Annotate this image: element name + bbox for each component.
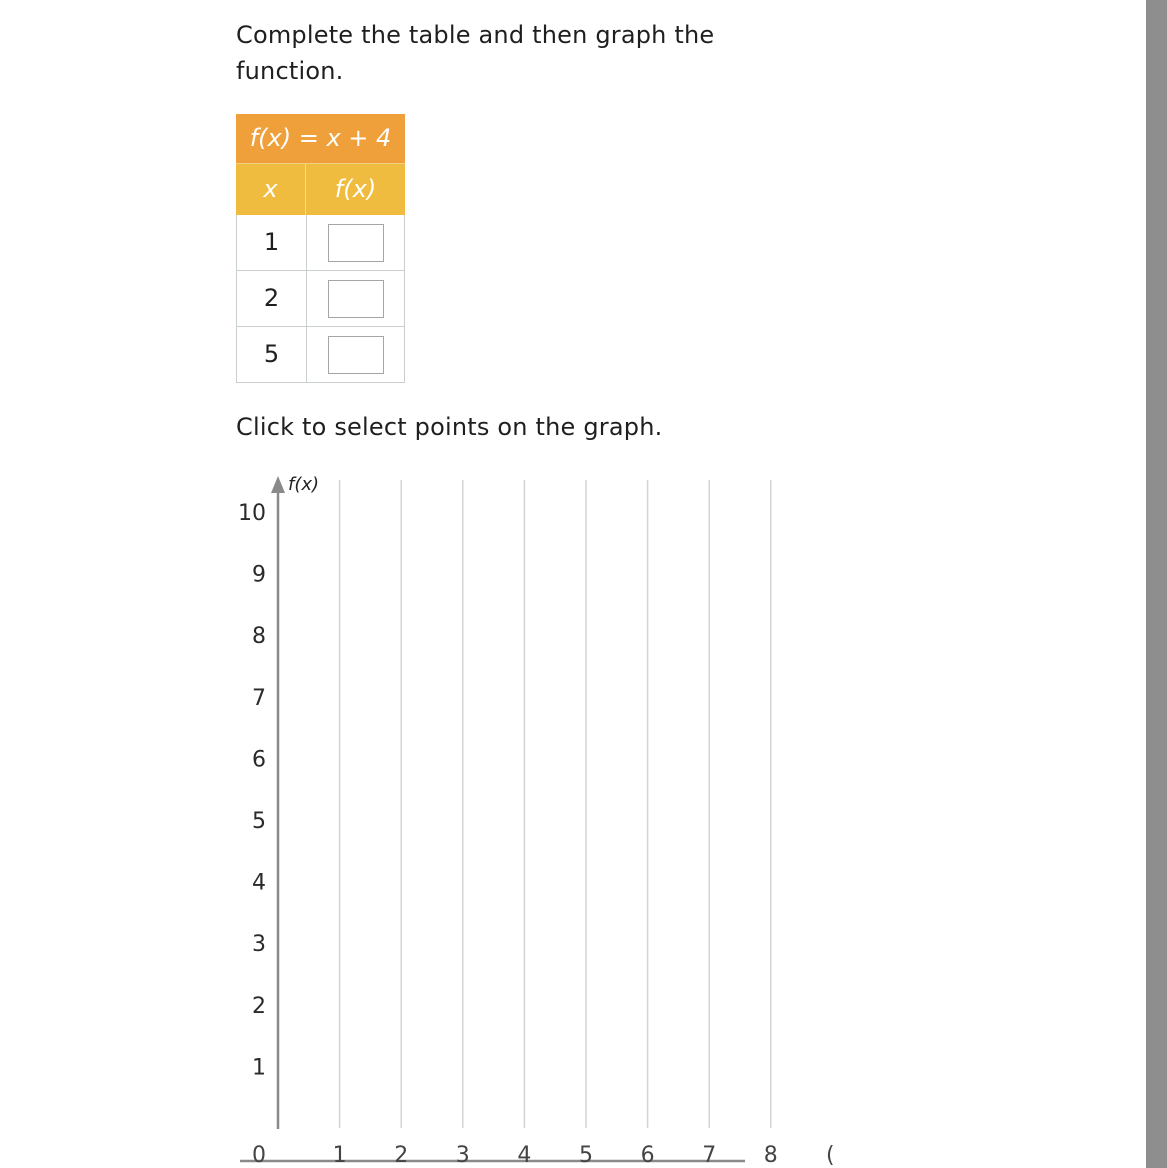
graph-click-area[interactable]: [278, 480, 833, 1128]
question-prompt: Complete the table and then graph the function.: [236, 21, 715, 85]
x-tick-label: 0: [252, 1143, 266, 1168]
y-tick-label: 6: [252, 747, 266, 773]
function-name: f(x): [249, 124, 292, 152]
x-tick-label: 7: [702, 1143, 717, 1168]
y-tick-label: 7: [252, 685, 266, 711]
header-x: x: [236, 164, 306, 215]
x-tick-label: 6: [640, 1143, 655, 1168]
x-tick-label: 2: [394, 1143, 409, 1168]
y-tick-label: 9: [252, 562, 266, 588]
header-fx: f(x): [334, 175, 377, 203]
x-tick-label: 5: [579, 1143, 593, 1168]
x-tick-label: 4: [517, 1143, 532, 1168]
x-tick-label: 1: [332, 1143, 347, 1168]
y-tick-label: 8: [252, 624, 266, 650]
scrollbar[interactable]: [1146, 0, 1167, 1168]
x-value: 1: [237, 215, 307, 270]
y-tick-label: 5: [252, 809, 266, 834]
equals-sign: =: [298, 124, 319, 152]
x-value: 5: [237, 327, 307, 382]
function-rule: x + 4: [326, 124, 392, 152]
x-tick-labels: [252, 1143, 778, 1168]
y-axis-label: f(x): [288, 474, 320, 495]
y-tick-label: 1: [252, 1055, 266, 1081]
y-tick-labels: [238, 501, 266, 1080]
y-tick-label: 4: [252, 870, 266, 896]
x-tick-label-cut-off: (: [826, 1143, 835, 1168]
y-tick-label: 10: [238, 501, 266, 526]
y-tick-label: 2: [252, 993, 266, 1019]
x-tick-label: 3: [455, 1143, 470, 1168]
y-tick-label: 3: [252, 932, 266, 958]
x-value: 2: [237, 271, 307, 326]
graph-instruction: Click to select points on the graph.: [236, 413, 663, 441]
x-tick-label: 8: [763, 1143, 778, 1168]
